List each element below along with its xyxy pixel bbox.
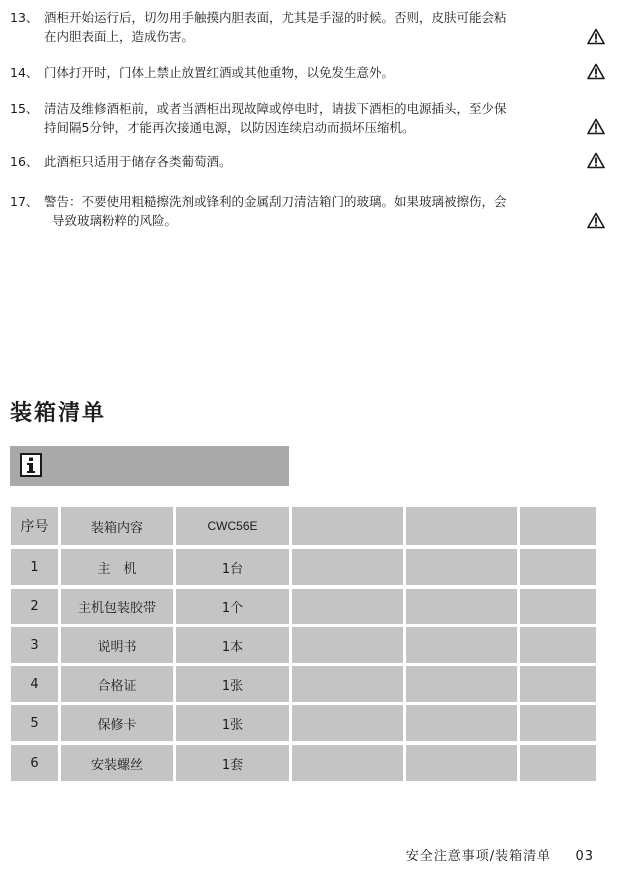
note-16 [10,152,605,171]
note-text-line1: 酒柜开始运行后，切勿用手触摸内胆表面，尤其是手湿的时候。否则，皮肤可能会粘 [44,10,507,25]
section-title: 装箱清单 [10,401,107,426]
note-13 [10,8,605,46]
table-cell [406,627,517,663]
table-cell: 1 [11,549,58,585]
page-number: 03 [575,849,594,864]
table-cell: 1个 [176,589,289,624]
table-cell [406,589,517,624]
warning-triangle-icon [587,152,605,169]
table-cell [520,705,596,741]
table-cell: 5 [11,705,58,741]
table-cell [406,705,517,741]
table-cell: 6 [11,745,58,781]
table-cell [292,745,403,781]
table-cell: 主 机 [61,549,173,585]
table-cell [406,666,517,702]
note-number: 14、 [10,65,39,80]
note-number: 16、 [10,154,39,169]
table-cell [520,666,596,702]
table-cell [292,589,403,624]
warning-triangle-icon [587,63,605,80]
table-cell: 主机包装胶带 [61,589,173,624]
table-cell: 1张 [176,705,289,741]
table-cell [520,549,596,585]
table-cell: 保修卡 [61,705,173,741]
table-cell: 安装螺丝 [61,745,173,781]
note-text-line1: 此酒柜只适用于储存各类葡萄酒。 [44,154,232,169]
table-header-cell [520,507,596,545]
note-text-line1: 警告：不要使用粗糙擦洗剂或锋利的金属刮刀清洁箱门的玻璃。如果玻璃被擦伤，会 [44,194,507,209]
table-header-cell: CWC56E [176,507,289,545]
table-cell [292,705,403,741]
note-number: 17、 [10,194,39,209]
note-15 [10,99,605,137]
info-bar [10,446,289,486]
table-cell: 说明书 [61,627,173,663]
warning-triangle-icon [587,118,605,135]
table-cell: 1张 [176,666,289,702]
table-cell [406,745,517,781]
table-cell [292,666,403,702]
note-text-line1: 门体打开时，门体上禁止放置红酒或其他重物，以免发生意外。 [44,65,395,80]
table-cell [520,745,596,781]
note-number: 15、 [10,101,39,116]
table-cell [406,549,517,585]
table-cell: 1台 [176,549,289,585]
table-header-cell: 装箱内容 [61,507,173,545]
table-cell [292,549,403,585]
table-cell: 合格证 [61,666,173,702]
note-text-line2: 在内胆表面上，造成伤害。 [44,29,195,44]
warning-triangle-icon [587,28,605,45]
warning-triangle-icon [587,212,605,229]
table-header-cell: 序号 [11,507,58,545]
note-17 [10,192,605,230]
table-cell [292,627,403,663]
info-icon [20,453,42,477]
page-footer [406,845,594,864]
table-cell: 3 [11,627,58,663]
table-header-cell [292,507,403,545]
table-cell: 1套 [176,745,289,781]
table-cell: 1本 [176,627,289,663]
table-header-cell [406,507,517,545]
note-text-line2: 导致玻璃粉粹的风险。 [52,213,178,228]
table-cell: 4 [11,666,58,702]
footer-section-label: 安全注意事项/装箱清单 [405,849,552,864]
note-number: 13、 [10,10,39,25]
table-cell: 2 [11,589,58,624]
note-text-line2: 持间隔5分钟，才能再次接通电源，以防因连续启动而损坏压缩机。 [44,120,415,135]
note-text-line1: 清洁及维修酒柜前，或者当酒柜出现故障或停电时，请拔下酒柜的电源插头，至少保 [44,101,507,116]
note-14 [10,63,605,82]
table-cell [520,627,596,663]
table-cell [520,589,596,624]
